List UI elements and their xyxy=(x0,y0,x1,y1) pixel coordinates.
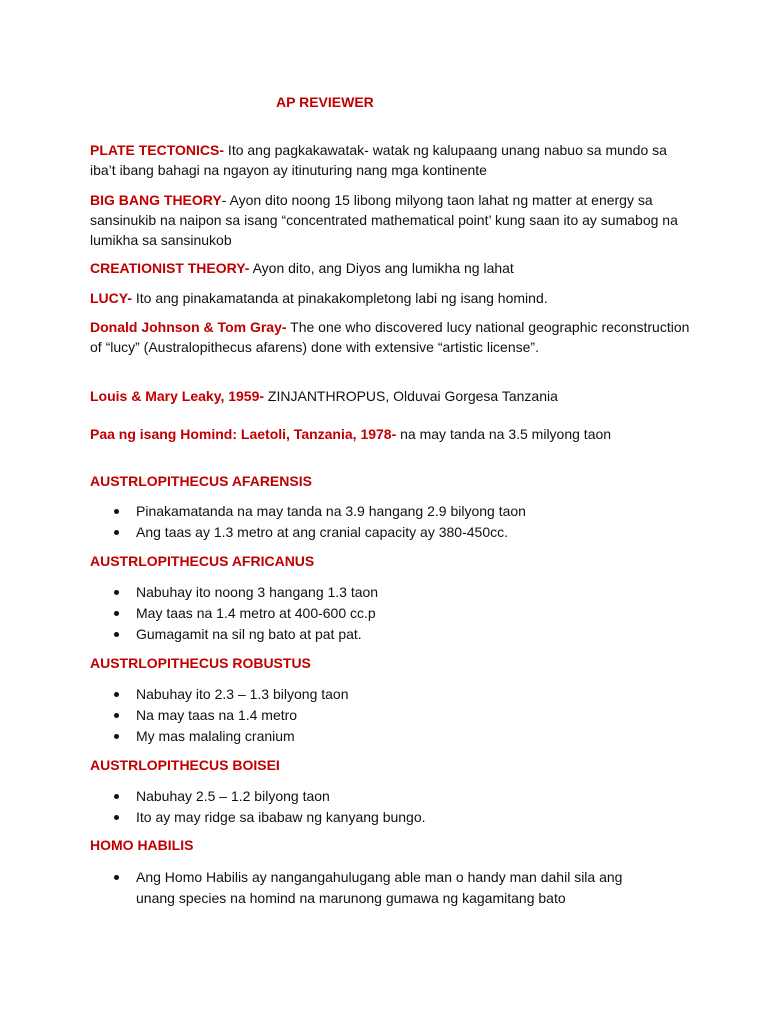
section-heading-afarensis: AUSTRLOPITHECUS AFARENSIS xyxy=(90,473,312,489)
list-item xyxy=(114,807,674,828)
section-heading-homo-habilis: HOMO HABILIS xyxy=(90,837,194,853)
list-item xyxy=(114,624,674,645)
bullet-icon xyxy=(114,734,119,739)
list-item xyxy=(114,501,674,522)
bullet-icon xyxy=(114,713,119,718)
list-item-text: May taas na 1.4 metro at 400-600 cc.p xyxy=(136,605,376,621)
list-item xyxy=(114,603,674,624)
section-list-boisei xyxy=(114,786,674,828)
definition-text: Ito ang pagkakawatak- watak ng kalupaang unang nabuo sa mundo sa iba’t ibang bahagi na ngayon ay itinuturing nang mga kontinente xyxy=(90,142,667,178)
bullet-icon xyxy=(114,875,119,880)
definition-text: - Ayon dito noong 15 libong milyong taon lahat ng matter at energy sa sansinukib na naipon sa isang “concentrated mathematical point’ kung saan ito ay sumabog na lumikha sa sansinukob xyxy=(90,192,678,248)
bullet-icon xyxy=(114,794,119,799)
list-item xyxy=(114,705,674,726)
section-list-africanus xyxy=(114,582,674,645)
definition-plate-tectonics xyxy=(90,140,690,180)
definition-big-bang-theory xyxy=(90,190,690,250)
bullet-icon xyxy=(114,530,119,535)
definition-term: Donald Johnson & Tom Gray- xyxy=(90,319,287,335)
section-list-afarensis xyxy=(114,501,674,543)
section-list-homo-habilis xyxy=(114,867,634,909)
list-item xyxy=(114,867,634,909)
definition-johnson-gray xyxy=(90,317,690,357)
definition-term: CREATIONIST THEORY- xyxy=(90,260,250,276)
list-item xyxy=(114,786,674,807)
section-list-robustus xyxy=(114,684,674,747)
list-item-text: Ito ay may ridge sa ibabaw ng kanyang bungo. xyxy=(136,809,426,825)
definition-creationist-theory xyxy=(90,258,690,278)
bullet-icon xyxy=(114,590,119,595)
list-item-text: Pinakamatanda na may tanda na 3.9 hangang 2.9 bilyong taon xyxy=(136,503,526,519)
section-heading-robustus: AUSTRLOPITHECUS ROBUSTUS xyxy=(90,655,311,671)
bullet-icon xyxy=(114,692,119,697)
definition-term: PLATE TECTONICS- xyxy=(90,142,225,158)
definition-text: Ayon dito, ang Diyos ang lumikha ng lahat xyxy=(249,260,514,276)
page-title: AP REVIEWER xyxy=(276,94,374,110)
definition-text: Ito ang pinakamatanda at pinakakompletong labi ng isang homind. xyxy=(132,290,548,306)
definition-text: The one who discovered lucy national geographic reconstruction of “lucy” (Australopithecus afarens) done with extensive “artistic license”. xyxy=(90,319,690,355)
definition-term: Louis & Mary Leaky, 1959- xyxy=(90,388,265,404)
definition-laetoli xyxy=(90,424,690,444)
list-item-text: Nabuhay 2.5 – 1.2 bilyong taon xyxy=(136,788,330,804)
definition-term: Paa ng isang Homind: Laetoli, Tanzania, 1978- xyxy=(90,426,397,442)
list-item-text: Ang Homo Habilis ay nangangahulugang able man o handy man dahil sila ang unang species na homind na marunong gumawa ng kagamitang bato xyxy=(136,869,623,906)
bullet-icon xyxy=(114,509,119,514)
definition-term: LUCY- xyxy=(90,290,132,306)
bullet-icon xyxy=(114,611,119,616)
list-item-text: My mas malaling cranium xyxy=(136,728,295,744)
list-item-text: Nabuhay ito 2.3 – 1.3 bilyong taon xyxy=(136,686,349,702)
list-item xyxy=(114,726,674,747)
list-item xyxy=(114,582,674,603)
definition-leaky xyxy=(90,386,690,406)
list-item xyxy=(114,522,674,543)
bullet-icon xyxy=(114,632,119,637)
list-item-text: Nabuhay ito noong 3 hangang 1.3 taon xyxy=(136,584,379,600)
list-item-text: Gumagamit na sil ng bato at pat pat. xyxy=(136,626,362,642)
list-item xyxy=(114,684,674,705)
definition-lucy xyxy=(90,288,690,308)
definition-text: ZINJANTHROPUS, Olduvai Gorgesa Tanzania xyxy=(264,388,558,404)
bullet-icon xyxy=(114,815,119,820)
definition-text: na may tanda na 3.5 milyong taon xyxy=(396,426,612,442)
list-item-text: Ang taas ay 1.3 metro at ang cranial capacity ay 380-450cc. xyxy=(136,524,508,540)
section-heading-boisei: AUSTRLOPITHECUS BOISEI xyxy=(90,757,280,773)
definition-term: BIG BANG THEORY xyxy=(90,192,222,208)
section-heading-africanus: AUSTRLOPITHECUS AFRICANUS xyxy=(90,553,315,569)
list-item-text: Na may taas na 1.4 metro xyxy=(136,707,298,723)
